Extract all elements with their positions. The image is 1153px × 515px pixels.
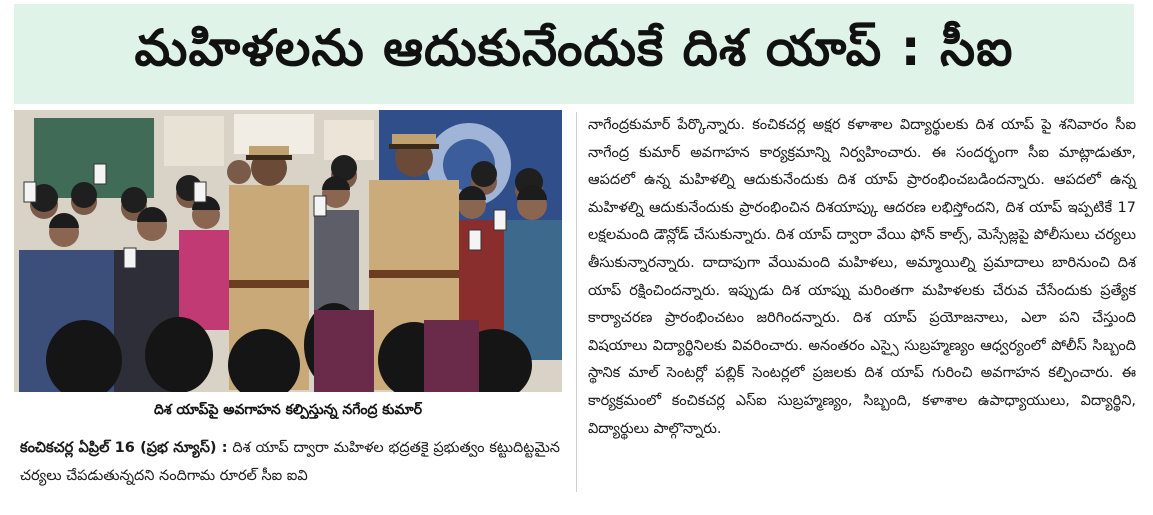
article-dateline: కంచికచర్ల ఏప్రిల్ 16 (ప్రభ న్యూస్) : xyxy=(20,440,228,456)
article-body: నాగేంద్రకుమార్ పేర్కొన్నారు. కంచికచర్ల అక్షర కళాశాల విద్యార్థులకు దిశ యాప్ పై శనివారం సీఐ నాగేంద్ర కుమార్ అవగాహన కార్యక్రమాన్ని నిర్వహించారు. ఈ సందర్భంగా సీఐ మాట్లాడుతూ, ఆపదలో ఉన్న మహిళల్ని ఆదుకునేందుకు దిశ యాప్ ప్రారంభించబడిందన్నారు. ఆపదలో ఉన్న మహిళల్ని ఆదుకునేందుకు ప్రారంభించిన దిశయాప్కు ఆదరణ లభిస్తోందని, దిశ యాప్ ఇప్పటికే 17 లక్షలమంది డౌన్లోడ్ చేసుకున్నారు. దిశ యాప్ ద్వారా వేయి ఫోన్ కాల్స్, మెస్సేజ్లపై పోలీసులు చర్యలు తీసుకున్నారన్నారు. దాదాపుగా వేయిమంది మహిళలు, అమ్మాయిల్ని ప్రమాదాలు బారినుంచి దిశ యాప్ రక్షించిందన్నారు. ఇప్పుడు దిశ యాప్ను మరింతగా మహిళలకు చేరువ చేసేందుకు ప్రత్యేక కార్యాచరణ ప్రారంభించటం జరిగిందన్నారు. దిశ యాప్ ప్రయోజనాలు, ఎలా పని చేస్తుంది విషయాలు విద్యార్థినిలకు వివరించారు. అనంతరం ఎస్సై సుబ్రహ్మణ్యం ఆధ్వర్యంలో పోలీస్ సిబ్బంది స్థానిక మాల్ సెంటర్లో పబ్లిక్ సెంటర్లలో ప్రజలకు దిశ యాప్ గురించి అవగాహన కల్పించారు. ఈ కార్యక్రమంలో కంచికచర్ల ఎస్ఐ సుబ్రహ్మణ్యం, సిబ్బంది, కళాశాల ఉపాధ్యాయులు, విద్యార్థిని, విద్యార్థులు పాల్గొన్నారు. xyxy=(588,117,1136,437)
column-divider xyxy=(576,112,577,492)
photo-caption: దిశ యాప్‌పై అవగాహన కల్పిస్తున్న నగేంద్ర కుమార్ xyxy=(153,402,423,418)
photo-illustration xyxy=(14,110,562,392)
news-photo xyxy=(14,110,562,392)
headline-band xyxy=(14,4,1134,104)
article-lead-text: దిశ యాప్ ద్వారా మహిళల భద్రతకై ప్రభుత్వం కట్టుదిట్టమైన చర్యలు చేపడుతున్నదని నందిగామ రూరల్ సీఐ ఐవి xyxy=(20,440,560,484)
headline: మహిళలను ఆదుకునేందుకే దిశ యాప్ : సీఐ xyxy=(134,18,1014,77)
article-lead-paragraph xyxy=(20,434,560,490)
